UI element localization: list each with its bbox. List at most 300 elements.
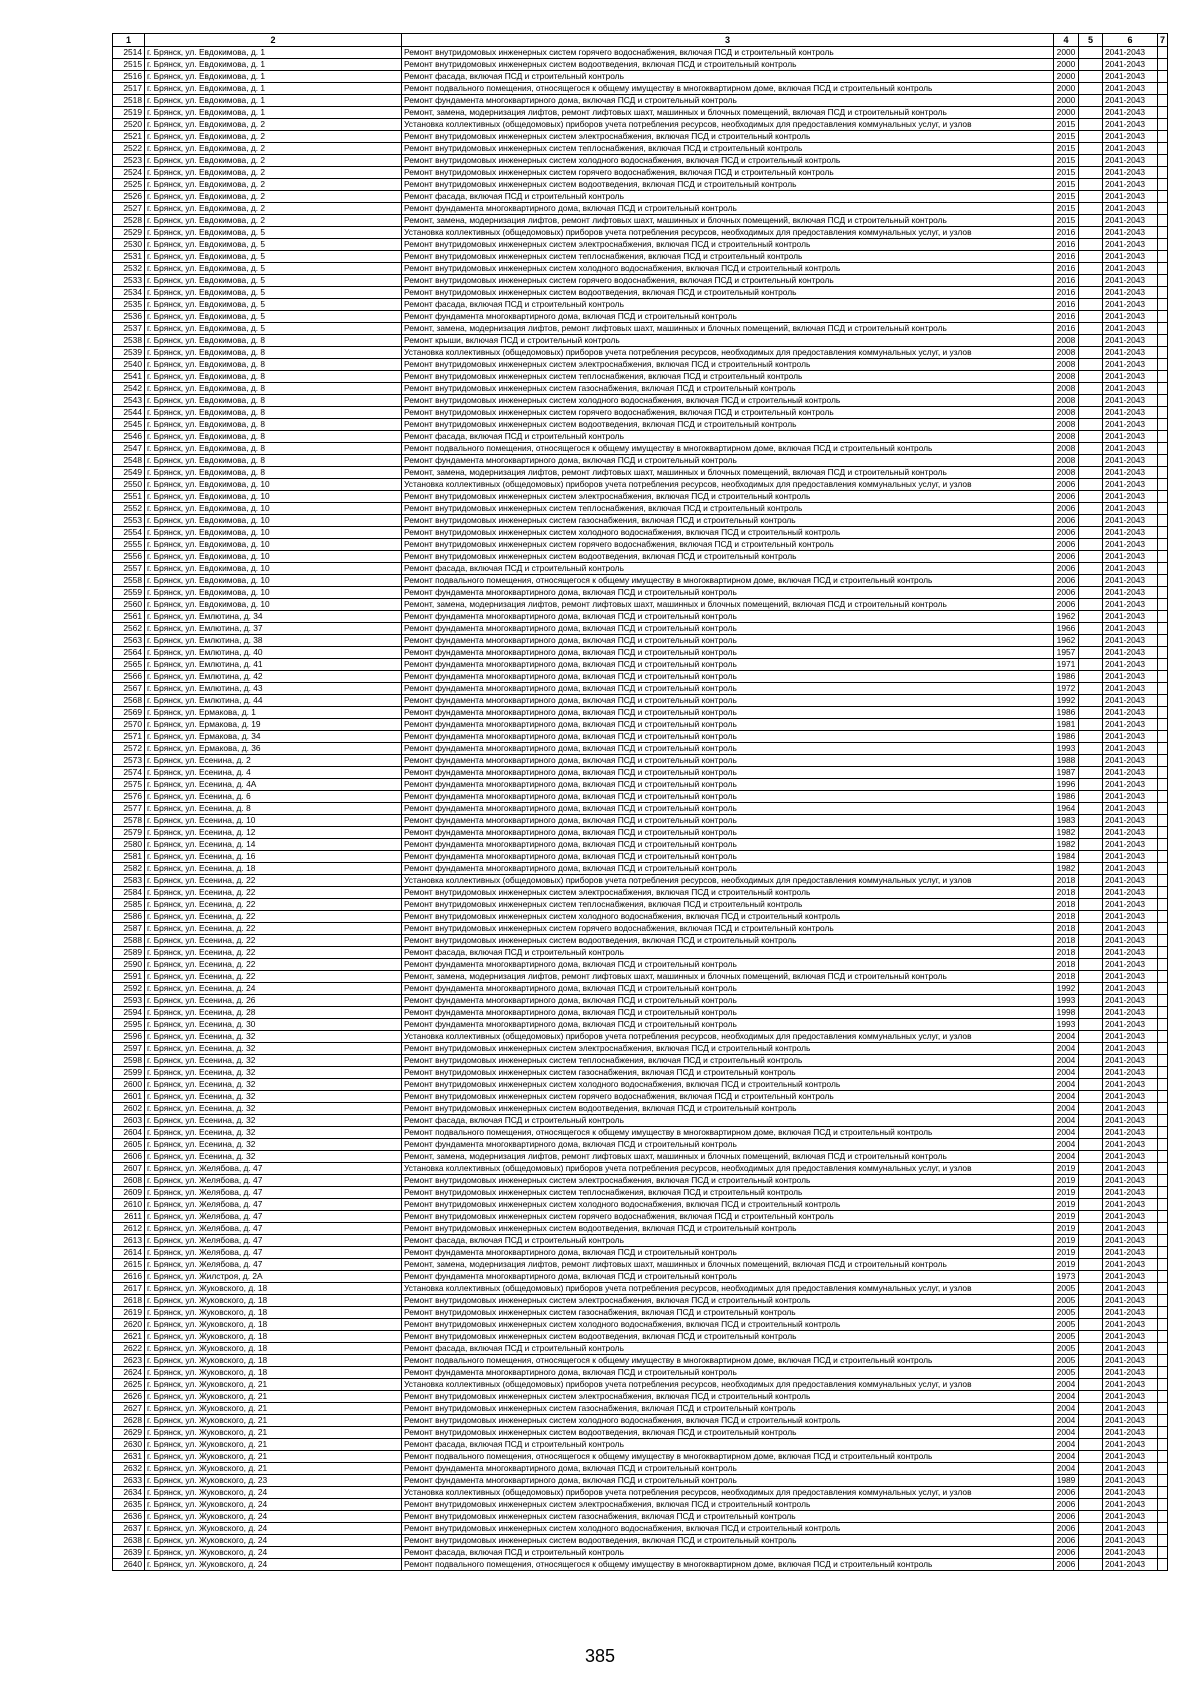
address-cell: г. Брянск, ул. Есенина, д. 24 (145, 983, 402, 995)
period-cell: 2041-2043 (1103, 1379, 1158, 1391)
period-cell: 2041-2043 (1103, 791, 1158, 803)
year-cell: 2006 (1054, 575, 1079, 587)
year-cell: 2015 (1054, 191, 1079, 203)
empty-cell (1079, 1259, 1103, 1271)
empty-cell (1158, 983, 1168, 995)
row-number-cell: 2631 (113, 1451, 145, 1463)
period-cell: 2041-2043 (1103, 155, 1158, 167)
row-number-cell: 2571 (113, 731, 145, 743)
work-type-cell: Ремонт фундамента многоквартирного дома, включая ПСД и строительный контроль (402, 827, 1054, 839)
row-number-cell: 2538 (113, 335, 145, 347)
empty-cell (1158, 1295, 1168, 1307)
empty-cell (1158, 71, 1168, 83)
work-type-cell: Ремонт фундамента многоквартирного дома, включая ПСД и строительный контроль (402, 659, 1054, 671)
table-row (113, 1319, 1168, 1331)
empty-cell (1158, 1547, 1168, 1559)
period-cell: 2041-2043 (1103, 863, 1158, 875)
row-number-cell: 2514 (113, 47, 145, 59)
period-cell: 2041-2043 (1103, 683, 1158, 695)
empty-cell (1158, 599, 1168, 611)
empty-cell (1158, 1355, 1168, 1367)
address-cell: г. Брянск, ул. Есенина, д. 32 (145, 1151, 402, 1163)
empty-cell (1079, 1367, 1103, 1379)
empty-cell (1079, 1463, 1103, 1475)
empty-cell (1079, 695, 1103, 707)
year-cell: 1986 (1054, 791, 1079, 803)
address-cell: г. Брянск, ул. Евдокимова, д. 1 (145, 47, 402, 59)
empty-cell (1079, 875, 1103, 887)
period-cell: 2041-2043 (1103, 107, 1158, 119)
register-sheet (112, 33, 1168, 1571)
work-type-cell: Ремонт фасада, включая ПСД и строительный контроль (402, 299, 1054, 311)
table-row (113, 1043, 1168, 1055)
address-cell: г. Брянск, ул. Евдокимова, д. 2 (145, 191, 402, 203)
empty-cell (1079, 287, 1103, 299)
table-row (113, 959, 1168, 971)
table-row (113, 803, 1168, 815)
empty-cell (1158, 1163, 1168, 1175)
year-cell: 2015 (1054, 143, 1079, 155)
period-cell: 2041-2043 (1103, 1055, 1158, 1067)
empty-cell (1079, 707, 1103, 719)
row-number-cell: 2540 (113, 359, 145, 371)
empty-cell (1158, 287, 1168, 299)
row-number-cell: 2567 (113, 683, 145, 695)
year-cell: 2006 (1054, 1487, 1079, 1499)
empty-cell (1079, 839, 1103, 851)
period-cell: 2041-2043 (1103, 743, 1158, 755)
work-type-cell: Ремонт фасада, включая ПСД и строительный контроль (402, 71, 1054, 83)
empty-cell (1079, 587, 1103, 599)
row-number-cell: 2620 (113, 1319, 145, 1331)
year-cell: 1982 (1054, 827, 1079, 839)
year-cell: 2005 (1054, 1307, 1079, 1319)
row-number-cell: 2548 (113, 455, 145, 467)
empty-cell (1158, 203, 1168, 215)
empty-cell (1079, 71, 1103, 83)
work-type-cell: Ремонт внутридомовых инженерных систем холодного водоснабжения, включая ПСД и строительный контроль (402, 1415, 1054, 1427)
table-row (113, 911, 1168, 923)
period-cell: 2041-2043 (1103, 671, 1158, 683)
table-row (113, 551, 1168, 563)
work-type-cell: Ремонт внутридомовых инженерных систем водоотведения, включая ПСД и строительный контроль (402, 179, 1054, 191)
empty-cell (1158, 1415, 1168, 1427)
empty-cell (1158, 515, 1168, 527)
empty-cell (1158, 419, 1168, 431)
empty-cell (1158, 1427, 1168, 1439)
address-cell: г. Брянск, ул. Евдокимова, д. 1 (145, 83, 402, 95)
row-number-cell: 2611 (113, 1211, 145, 1223)
period-cell: 2041-2043 (1103, 455, 1158, 467)
year-cell: 2019 (1054, 1223, 1079, 1235)
address-cell: г. Брянск, ул. Есенина, д. 26 (145, 995, 402, 1007)
empty-cell (1158, 1367, 1168, 1379)
row-number-cell: 2618 (113, 1295, 145, 1307)
address-cell: г. Брянск, ул. Евдокимова, д. 1 (145, 71, 402, 83)
empty-cell (1079, 1211, 1103, 1223)
empty-cell (1158, 899, 1168, 911)
empty-cell (1079, 107, 1103, 119)
period-cell: 2041-2043 (1103, 1343, 1158, 1355)
empty-cell (1158, 239, 1168, 251)
empty-cell (1079, 575, 1103, 587)
row-number-cell: 2553 (113, 515, 145, 527)
year-cell: 2015 (1054, 119, 1079, 131)
empty-cell (1158, 1043, 1168, 1055)
address-cell: г. Брянск, ул. Евдокимова, д. 5 (145, 287, 402, 299)
empty-cell (1158, 995, 1168, 1007)
column-header: 6 (1103, 34, 1158, 47)
table-row (113, 839, 1168, 851)
period-cell: 2041-2043 (1103, 1559, 1158, 1571)
period-cell: 2041-2043 (1103, 1535, 1158, 1547)
row-number-cell: 2600 (113, 1079, 145, 1091)
row-number-cell: 2529 (113, 227, 145, 239)
row-number-cell: 2549 (113, 467, 145, 479)
year-cell: 2006 (1054, 479, 1079, 491)
year-cell: 1957 (1054, 647, 1079, 659)
period-cell: 2041-2043 (1103, 635, 1158, 647)
period-cell: 2041-2043 (1103, 1163, 1158, 1175)
table-row (113, 1547, 1168, 1559)
row-number-cell: 2547 (113, 443, 145, 455)
address-cell: г. Брянск, ул. Желябова, д. 47 (145, 1175, 402, 1187)
period-cell: 2041-2043 (1103, 599, 1158, 611)
register-table (112, 33, 1168, 1571)
row-number-cell: 2591 (113, 971, 145, 983)
table-row (113, 251, 1168, 263)
table-row (113, 731, 1168, 743)
work-type-cell: Ремонт фундамента многоквартирного дома, включая ПСД и строительный контроль (402, 755, 1054, 767)
empty-cell (1158, 1235, 1168, 1247)
empty-cell (1079, 1487, 1103, 1499)
period-cell: 2041-2043 (1103, 1415, 1158, 1427)
table-row (113, 1127, 1168, 1139)
empty-cell (1079, 1415, 1103, 1427)
table-row (113, 947, 1168, 959)
row-number-cell: 2583 (113, 875, 145, 887)
work-type-cell: Ремонт внутридомовых инженерных систем холодного водоснабжения, включая ПСД и строительный контроль (402, 1079, 1054, 1091)
period-cell: 2041-2043 (1103, 611, 1158, 623)
work-type-cell: Ремонт внутридомовых инженерных систем электроснабжения, включая ПСД и строительный контроль (402, 1499, 1054, 1511)
work-type-cell: Ремонт, замена, модернизация лифтов, ремонт лифтовых шахт, машинных и блочных помещений, включая ПСД и строительный контроль (402, 467, 1054, 479)
empty-cell (1158, 1211, 1168, 1223)
year-cell: 2000 (1054, 59, 1079, 71)
column-header: 1 (113, 34, 145, 47)
period-cell: 2041-2043 (1103, 131, 1158, 143)
table-row (113, 599, 1168, 611)
year-cell: 2019 (1054, 1175, 1079, 1187)
year-cell: 2015 (1054, 167, 1079, 179)
work-type-cell: Ремонт внутридомовых инженерных систем горячего водоснабжения, включая ПСД и строительный контроль (402, 1211, 1054, 1223)
year-cell: 2004 (1054, 1091, 1079, 1103)
row-number-cell: 2582 (113, 863, 145, 875)
year-cell: 1981 (1054, 719, 1079, 731)
address-cell: г. Брянск, ул. Есенина, д. 28 (145, 1007, 402, 1019)
work-type-cell: Ремонт фундамента многоквартирного дома, включая ПСД и строительный контроль (402, 995, 1054, 1007)
address-cell: г. Брянск, ул. Емлютина, д. 37 (145, 623, 402, 635)
row-number-cell: 2521 (113, 131, 145, 143)
empty-cell (1079, 551, 1103, 563)
address-cell: г. Брянск, ул. Жилстроя, д. 2А (145, 1271, 402, 1283)
year-cell: 2016 (1054, 287, 1079, 299)
year-cell: 2005 (1054, 1283, 1079, 1295)
address-cell: г. Брянск, ул. Евдокимова, д. 10 (145, 599, 402, 611)
period-cell: 2041-2043 (1103, 1115, 1158, 1127)
work-type-cell: Ремонт фундамента многоквартирного дома, включая ПСД и строительный контроль (402, 743, 1054, 755)
work-type-cell: Ремонт фундамента многоквартирного дома, включая ПСД и строительный контроль (402, 1007, 1054, 1019)
row-number-cell: 2576 (113, 791, 145, 803)
work-type-cell: Ремонт фундамента многоквартирного дома, включая ПСД и строительный контроль (402, 1475, 1054, 1487)
year-cell: 2018 (1054, 947, 1079, 959)
row-number-cell: 2526 (113, 191, 145, 203)
empty-cell (1079, 683, 1103, 695)
empty-cell (1079, 1223, 1103, 1235)
work-type-cell: Ремонт внутридомовых инженерных систем электроснабжения, включая ПСД и строительный контроль (402, 887, 1054, 899)
empty-cell (1158, 959, 1168, 971)
work-type-cell: Ремонт фасада, включая ПСД и строительный контроль (402, 431, 1054, 443)
row-number-cell: 2637 (113, 1523, 145, 1535)
table-row (113, 515, 1168, 527)
address-cell: г. Брянск, ул. Жуковского, д. 24 (145, 1499, 402, 1511)
address-cell: г. Брянск, ул. Жуковского, д. 18 (145, 1367, 402, 1379)
address-cell: г. Брянск, ул. Евдокимова, д. 2 (145, 143, 402, 155)
table-row (113, 1199, 1168, 1211)
empty-cell (1079, 335, 1103, 347)
year-cell: 2000 (1054, 71, 1079, 83)
work-type-cell: Ремонт внутридомовых инженерных систем холодного водоснабжения, включая ПСД и строительный контроль (402, 263, 1054, 275)
empty-cell (1158, 455, 1168, 467)
table-row (113, 1115, 1168, 1127)
empty-cell (1158, 479, 1168, 491)
year-cell: 2004 (1054, 1403, 1079, 1415)
row-number-cell: 2604 (113, 1127, 145, 1139)
empty-cell (1079, 47, 1103, 59)
address-cell: г. Брянск, ул. Есенина, д. 32 (145, 1079, 402, 1091)
year-cell: 2016 (1054, 239, 1079, 251)
table-row (113, 791, 1168, 803)
empty-cell (1158, 491, 1168, 503)
year-cell: 2004 (1054, 1439, 1079, 1451)
row-number-cell: 2608 (113, 1175, 145, 1187)
table-row (113, 623, 1168, 635)
empty-cell (1158, 1199, 1168, 1211)
empty-cell (1158, 395, 1168, 407)
period-cell: 2041-2043 (1103, 1307, 1158, 1319)
empty-cell (1158, 1499, 1168, 1511)
table-row (113, 299, 1168, 311)
year-cell: 2006 (1054, 1535, 1079, 1547)
work-type-cell: Ремонт фундамента многоквартирного дома, включая ПСД и строительный контроль (402, 695, 1054, 707)
empty-cell (1158, 359, 1168, 371)
work-type-cell: Ремонт внутридомовых инженерных систем водоотведения, включая ПСД и строительный контроль (402, 59, 1054, 71)
period-cell: 2041-2043 (1103, 167, 1158, 179)
row-number-cell: 2599 (113, 1067, 145, 1079)
year-cell: 2005 (1054, 1319, 1079, 1331)
period-cell: 2041-2043 (1103, 1475, 1158, 1487)
empty-cell (1079, 1031, 1103, 1043)
year-cell: 2006 (1054, 515, 1079, 527)
period-cell: 2041-2043 (1103, 227, 1158, 239)
year-cell: 2006 (1054, 491, 1079, 503)
empty-cell (1158, 1067, 1168, 1079)
work-type-cell: Ремонт внутридомовых инженерных систем горячего водоснабжения, включая ПСД и строительный контроль (402, 539, 1054, 551)
table-row (113, 419, 1168, 431)
period-cell: 2041-2043 (1103, 1259, 1158, 1271)
address-cell: г. Брянск, ул. Есенина, д. 10 (145, 815, 402, 827)
work-type-cell: Ремонт фасада, включая ПСД и строительный контроль (402, 1547, 1054, 1559)
address-cell: г. Брянск, ул. Евдокимова, д. 8 (145, 443, 402, 455)
row-number-cell: 2635 (113, 1499, 145, 1511)
row-number-cell: 2612 (113, 1223, 145, 1235)
table-row (113, 143, 1168, 155)
period-cell: 2041-2043 (1103, 287, 1158, 299)
year-cell: 2004 (1054, 1151, 1079, 1163)
period-cell: 2041-2043 (1103, 827, 1158, 839)
year-cell: 2005 (1054, 1355, 1079, 1367)
period-cell: 2041-2043 (1103, 443, 1158, 455)
work-type-cell: Ремонт внутридомовых инженерных систем электроснабжения, включая ПСД и строительный контроль (402, 491, 1054, 503)
period-cell: 2041-2043 (1103, 95, 1158, 107)
table-row (113, 887, 1168, 899)
address-cell: г. Брянск, ул. Есенина, д. 32 (145, 1127, 402, 1139)
empty-cell (1158, 179, 1168, 191)
period-cell: 2041-2043 (1103, 1103, 1158, 1115)
row-number-cell: 2617 (113, 1283, 145, 1295)
period-cell: 2041-2043 (1103, 707, 1158, 719)
empty-cell (1158, 155, 1168, 167)
empty-cell (1079, 1307, 1103, 1319)
table-row (113, 1235, 1168, 1247)
row-number-cell: 2636 (113, 1511, 145, 1523)
empty-cell (1158, 47, 1168, 59)
row-number-cell: 2586 (113, 911, 145, 923)
address-cell: г. Брянск, ул. Жуковского, д. 18 (145, 1283, 402, 1295)
address-cell: г. Брянск, ул. Жуковского, д. 18 (145, 1331, 402, 1343)
work-type-cell: Ремонт внутридомовых инженерных систем горячего водоснабжения, включая ПСД и строительный контроль (402, 275, 1054, 287)
empty-cell (1158, 707, 1168, 719)
year-cell: 1998 (1054, 1007, 1079, 1019)
empty-cell (1158, 299, 1168, 311)
period-cell: 2041-2043 (1103, 215, 1158, 227)
row-number-cell: 2544 (113, 407, 145, 419)
address-cell: г. Брянск, ул. Евдокимова, д. 10 (145, 515, 402, 527)
row-number-cell: 2541 (113, 371, 145, 383)
row-number-cell: 2609 (113, 1187, 145, 1199)
empty-cell (1079, 215, 1103, 227)
period-cell: 2041-2043 (1103, 431, 1158, 443)
work-type-cell: Ремонт внутридомовых инженерных систем горячего водоснабжения, включая ПСД и строительный контроль (402, 923, 1054, 935)
address-cell: г. Брянск, ул. Есенина, д. 22 (145, 971, 402, 983)
address-cell: г. Брянск, ул. Емлютина, д. 38 (145, 635, 402, 647)
year-cell: 2015 (1054, 155, 1079, 167)
table-row (113, 1139, 1168, 1151)
work-type-cell: Ремонт фундамента многоквартирного дома, включая ПСД и строительный контроль (402, 1019, 1054, 1031)
period-cell: 2041-2043 (1103, 755, 1158, 767)
address-cell: г. Брянск, ул. Желябова, д. 47 (145, 1223, 402, 1235)
table-row (113, 1187, 1168, 1199)
work-type-cell: Ремонт фундамента многоквартирного дома, включая ПСД и строительный контроль (402, 719, 1054, 731)
table-row (113, 1007, 1168, 1019)
year-cell: 2019 (1054, 1187, 1079, 1199)
year-cell: 2004 (1054, 1067, 1079, 1079)
year-cell: 2006 (1054, 1499, 1079, 1511)
empty-cell (1158, 431, 1168, 443)
table-row (113, 383, 1168, 395)
period-cell: 2041-2043 (1103, 767, 1158, 779)
table-row (113, 1415, 1168, 1427)
year-cell: 2016 (1054, 311, 1079, 323)
period-cell: 2041-2043 (1103, 803, 1158, 815)
year-cell: 1972 (1054, 683, 1079, 695)
empty-cell (1079, 947, 1103, 959)
empty-cell (1079, 131, 1103, 143)
period-cell: 2041-2043 (1103, 419, 1158, 431)
work-type-cell: Ремонт фундамента многоквартирного дома, включая ПСД и строительный контроль (402, 959, 1054, 971)
period-cell: 2041-2043 (1103, 263, 1158, 275)
row-number-cell: 2593 (113, 995, 145, 1007)
table-row (113, 227, 1168, 239)
year-cell: 2019 (1054, 1247, 1079, 1259)
empty-cell (1158, 59, 1168, 71)
year-cell: 2004 (1054, 1391, 1079, 1403)
empty-cell (1158, 1379, 1168, 1391)
table-row (113, 1355, 1168, 1367)
table-row (113, 1163, 1168, 1175)
address-cell: г. Брянск, ул. Жуковского, д. 18 (145, 1343, 402, 1355)
table-row (113, 191, 1168, 203)
empty-cell (1079, 1403, 1103, 1415)
row-number-cell: 2554 (113, 527, 145, 539)
address-cell: г. Брянск, ул. Есенина, д. 22 (145, 923, 402, 935)
period-cell: 2041-2043 (1103, 203, 1158, 215)
row-number-cell: 2555 (113, 539, 145, 551)
address-cell: г. Брянск, ул. Евдокимова, д. 2 (145, 179, 402, 191)
year-cell: 1973 (1054, 1271, 1079, 1283)
empty-cell (1158, 83, 1168, 95)
work-type-cell: Ремонт фундамента многоквартирного дома, включая ПСД и строительный контроль (402, 1463, 1054, 1475)
address-cell: г. Брянск, ул. Евдокимова, д. 5 (145, 323, 402, 335)
empty-cell (1079, 1079, 1103, 1091)
table-row (113, 59, 1168, 71)
table-row (113, 1283, 1168, 1295)
empty-cell (1158, 767, 1168, 779)
table-row (113, 635, 1168, 647)
empty-cell (1079, 119, 1103, 131)
empty-cell (1079, 467, 1103, 479)
period-cell: 2041-2043 (1103, 923, 1158, 935)
table-row (113, 155, 1168, 167)
table-row (113, 1343, 1168, 1355)
address-cell: г. Брянск, ул. Есенина, д. 22 (145, 911, 402, 923)
year-cell: 2016 (1054, 323, 1079, 335)
period-cell: 2041-2043 (1103, 995, 1158, 1007)
empty-cell (1158, 371, 1168, 383)
empty-cell (1158, 1103, 1168, 1115)
period-cell: 2041-2043 (1103, 1067, 1158, 1079)
empty-cell (1079, 227, 1103, 239)
work-type-cell: Ремонт внутридомовых инженерных систем электроснабжения, включая ПСД и строительный контроль (402, 1043, 1054, 1055)
empty-cell (1158, 887, 1168, 899)
table-row (113, 479, 1168, 491)
address-cell: г. Брянск, ул. Евдокимова, д. 8 (145, 383, 402, 395)
period-cell: 2041-2043 (1103, 383, 1158, 395)
empty-cell (1079, 1127, 1103, 1139)
address-cell: г. Брянск, ул. Евдокимова, д. 8 (145, 407, 402, 419)
empty-cell (1158, 851, 1168, 863)
row-number-cell: 2534 (113, 287, 145, 299)
address-cell: г. Брянск, ул. Емлютина, д. 34 (145, 611, 402, 623)
